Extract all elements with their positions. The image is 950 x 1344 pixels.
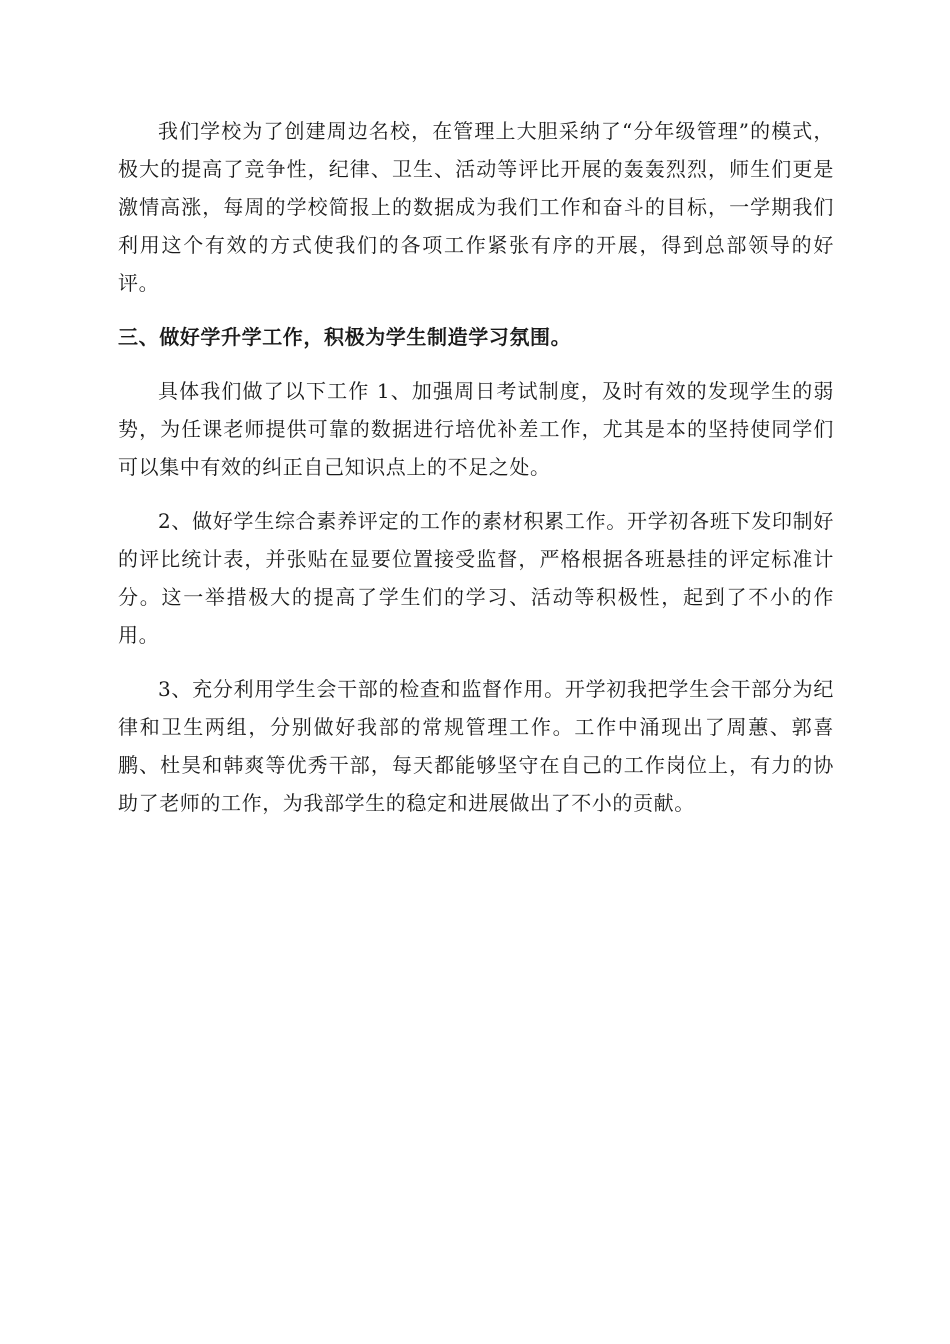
section-heading-3: 三、做好学升学工作，积极为学生制造学习氛围。: [118, 325, 572, 349]
paragraph-weekly-exams: 具体我们做了以下工作 1、加强周日考试制度，及时有效的发现学生的弱势，为任课老师提供可靠的数据进行培优补差工作，尤其是本的坚持使同学们可以集中有效的纠正自己知识点上的不足之处。: [118, 379, 834, 479]
paragraph-management-mode: 我们学校为了创建周边名校，在管理上大胆采纳了“分年级管理”的模式，极大的提高了竞争性，纪律、卫生、活动等评比开展的轰轰烈烈，师生们更是激情高涨，每周的学校简报上的数据成为我们工作和奋斗的目标，一学期我们利用这个有效的方式使我们的各项工作紧张有序的开展，得到总部领导的好评。: [118, 119, 834, 295]
document-body: [118, 112, 834, 838]
paragraph-evaluation: 2、做好学生综合素养评定的工作的素材积累工作。开学初各班下发印制好的评比统计表，并张贴在显要位置接受监督，严格根据各班悬挂的评定标准计分。这一举措极大的提高了学生们的学习、活动等积极性，起到了不小的作用。: [118, 509, 834, 647]
paragraph-student-council: 3、充分利用学生会干部的检查和监督作用。开学初我把学生会干部分为纪律和卫生两组，分别做好我部的常规管理工作。工作中涌现出了周蕙、郭喜鹏、杜昊和韩爽等优秀干部，每天都能够坚守在自己的工作岗位上，有力的协助了老师的工作，为我部学生的稳定和进展做出了不小的贡献。: [118, 677, 834, 815]
